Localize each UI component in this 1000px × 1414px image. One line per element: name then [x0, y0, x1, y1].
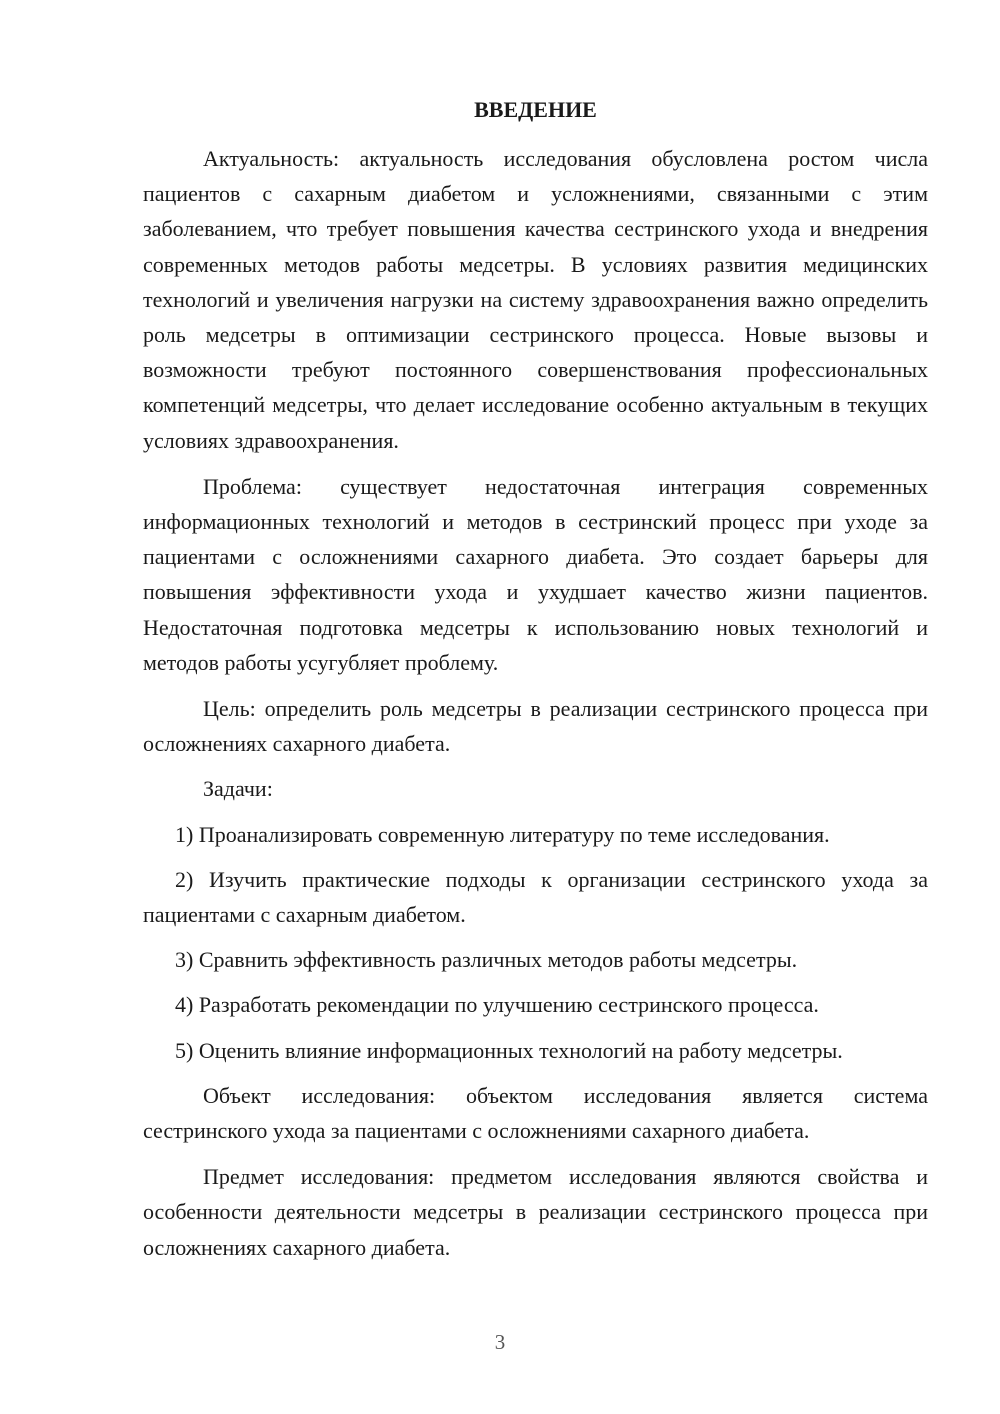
task-item: 1) Проанализировать современную литературу по теме исследования.: [175, 821, 830, 847]
goal-paragraph: Цель: определить роль медсетры в реализации сестринского процесса при осложнениях сахарного диабета.: [143, 696, 928, 757]
page-title: ВВЕДЕНИЕ: [474, 97, 597, 122]
problem-paragraph: Проблема: существует недостаточная интеграция современных информационных технологий и методов в сестринский процесс при уходе за пациентами с осложнениями сахарного диабета. Это создает барьеры для повышения эффективности ухода и ухудшает качество жизни пациентов. Недостаточная подготовка медсетры к использованию новых технологий и методов работы усугубляет проблему.: [143, 473, 928, 675]
page-number: 3: [494, 1330, 506, 1354]
task-item: 3) Сравнить эффективность различных методов работы медсетры.: [175, 947, 798, 973]
task-item: 4) Разработать рекомендации по улучшению сестринского процесса.: [175, 992, 819, 1018]
task-item: 5) Оценить влияние информационных технологий на работу медсетры.: [175, 1037, 843, 1063]
subject-paragraph: Предмет исследования: предметом исследования являются свойства и особенности деятельности медсетры в реализации сестринского процесса при осложнениях сахарного диабета.: [143, 1164, 928, 1260]
task-item: 2) Изучить практические подходы к организации сестринского ухода за пациентами с сахарным диабетом.: [143, 866, 928, 928]
tasks-heading: Задачи:: [203, 776, 273, 802]
relevance-paragraph: Актуальность: актуальность исследования обусловлена ростом числа пациентов с сахарным диабетом и усложнениями, связанными с этим заболеванием, что требует повышения качества сестринского ухода и внедрения современных методов работы медсетры. В условиях развития медицинских технологий и увеличения нагрузки на систему здравоохранения важно определить роль медсетры в оптимизации сестринского процесса. Новые вызовы и возможности требуют постоянного совершенствования профессиональных компетенций медсетры, что делает исследование особенно актуальным в текущих условиях здравоохранения.: [143, 146, 928, 453]
document-page: [143, 92, 928, 1265]
object-paragraph: Объект исследования: объектом исследования является система сестринского ухода за пациентами с осложнениями сахарного диабета.: [143, 1082, 928, 1144]
